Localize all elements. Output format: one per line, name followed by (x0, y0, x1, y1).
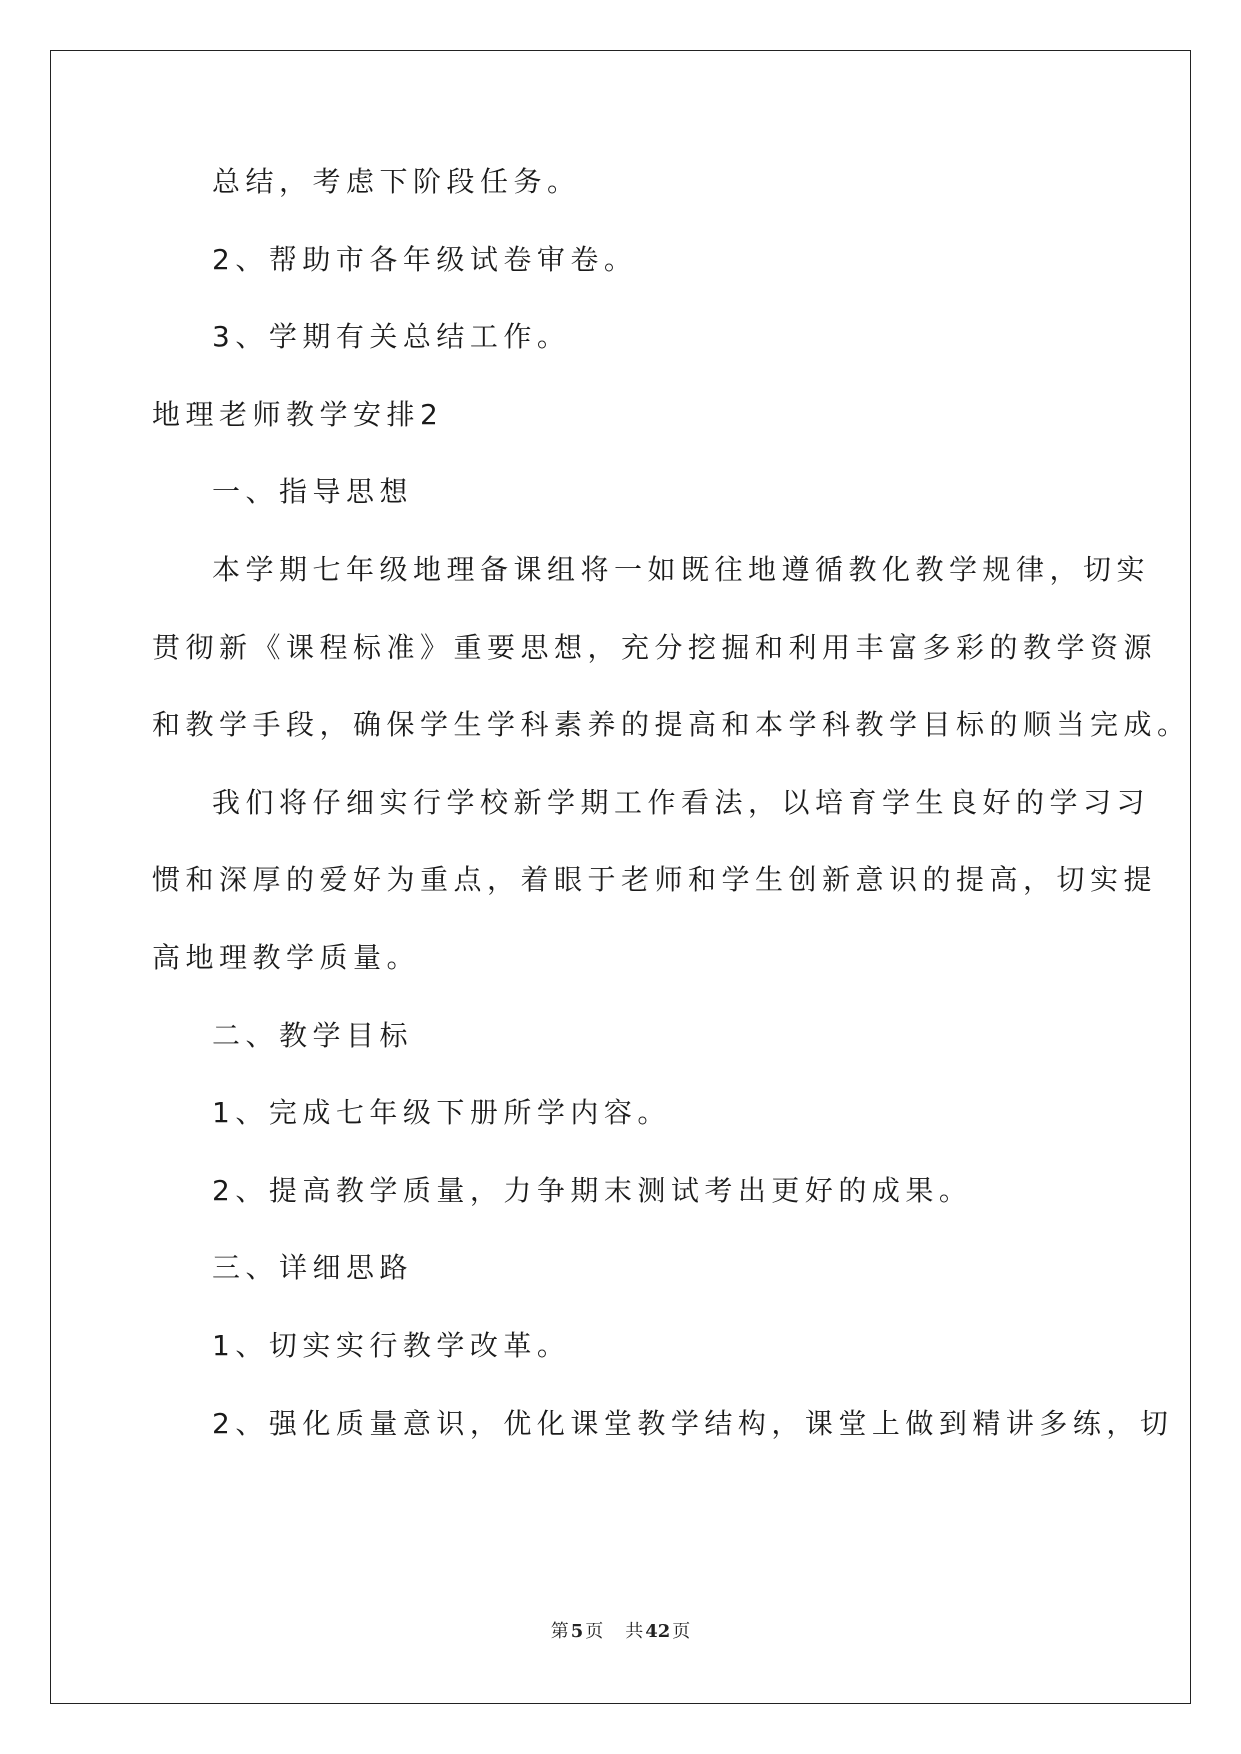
total-pages: 42 (645, 1621, 671, 1642)
page-footer (0, 1617, 1241, 1643)
text-line: 我们将仔细实行学校新学期工作看法，以培育学生良好的学习习 (212, 785, 1151, 819)
text-line: 2、提高教学质量，力争期末测试考出更好的成果。 (212, 1173, 973, 1207)
section-title: 地理老师教学安排2 (152, 397, 444, 431)
text-line: 1、切实实行教学改革。 (212, 1328, 571, 1362)
total-prefix: 共 (625, 1621, 644, 1642)
text-line: 2、帮助市各年级试卷审卷。 (212, 242, 638, 276)
page-suffix: 页 (585, 1621, 604, 1642)
text-line: 1、完成七年级下册所学内容。 (212, 1096, 671, 1130)
total-suffix: 页 (672, 1621, 691, 1642)
text-line: 贯彻新《课程标准》重要思想，充分挖掘和利用丰富多彩的教学资源 (152, 630, 1158, 664)
document-body (152, 160, 1191, 1479)
page-number: 5 (570, 1621, 584, 1642)
heading-teaching-goals: 二、教学目标 (212, 1018, 414, 1052)
heading-guiding-ideology: 一、指导思想 (212, 475, 414, 509)
page-prefix: 第 (550, 1621, 569, 1642)
text-line: 和教学手段，确保学生学科素养的提高和本学科教学目标的顺当完成。 (152, 708, 1191, 742)
text-line: 3、学期有关总结工作。 (212, 320, 571, 354)
text-line: 惯和深厚的爱好为重点，着眼于老师和学生创新意识的提高，切实提 (152, 863, 1158, 897)
heading-detailed-approach: 三、详细思路 (212, 1251, 414, 1285)
text-line: 2、强化质量意识，优化课堂教学结构，课堂上做到精讲多练，切 (212, 1406, 1174, 1440)
text-line: 总结，考虑下阶段任务。 (212, 165, 581, 198)
text-line: 本学期七年级地理备课组将一如既往地遵循教化教学规律，切实 (212, 552, 1151, 586)
text-line: 高地理教学质量。 (152, 940, 421, 974)
